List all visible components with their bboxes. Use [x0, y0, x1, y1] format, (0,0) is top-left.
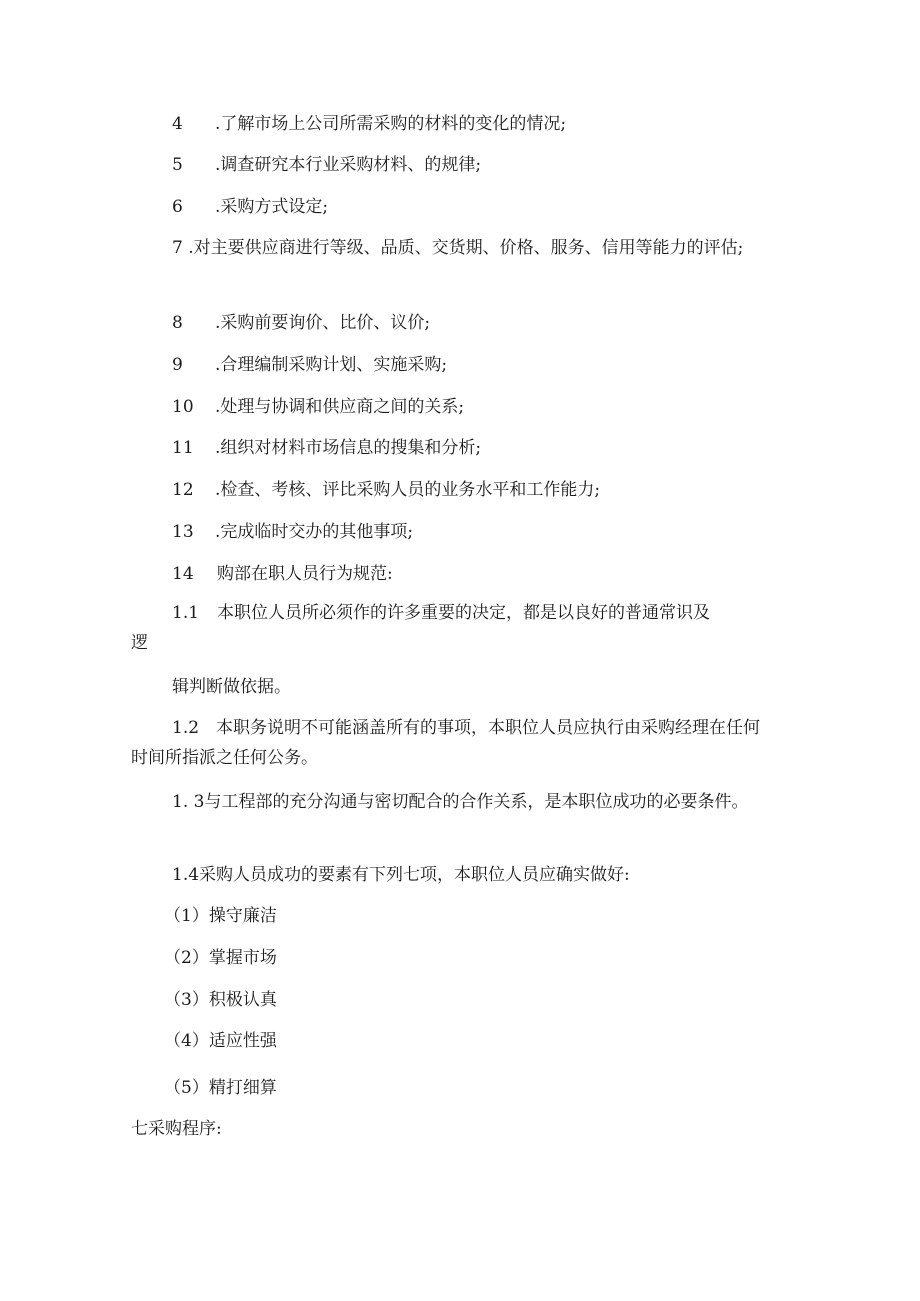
success-element: （1）操守廉洁	[164, 906, 277, 926]
duty-item-wrapped	[131, 233, 761, 263]
duty-text: .调查研究本行业采购材料、的规律;	[215, 155, 482, 175]
section-heading: 七采购程序:	[131, 1119, 222, 1139]
duty-item	[172, 196, 328, 218]
success-element: （2）掌握市场	[164, 948, 277, 968]
norm-text: 本职位人员所必须作的许多重要的决定，都是以良好的普通常识及	[217, 603, 710, 623]
duty-number: 12	[172, 480, 194, 500]
duty-number: 6	[172, 197, 183, 217]
duty-text: 购部在职人员行为规范:	[217, 564, 393, 584]
norm-1-1	[172, 602, 710, 624]
duty-number: 4	[172, 114, 183, 134]
duty-text: .了解市场上公司所需采购的材料的变化的情况;	[215, 114, 567, 134]
norm-1-1-continuation: 逻	[131, 633, 148, 653]
duty-number: 9	[172, 355, 183, 375]
duty-text: .组织对材料市场信息的搜集和分析;	[215, 438, 482, 458]
duty-number: 7	[172, 238, 183, 258]
success-element: （3）积极认真	[164, 990, 277, 1010]
duty-text: .检查、考核、评比采购人员的业务水平和工作能力;	[215, 480, 601, 500]
norm-1-3: 1. 3与工程部的充分沟通与密切配合的合作关系，是本职位成功的必要条件。	[172, 792, 749, 812]
duty-item	[172, 154, 481, 176]
duty-item	[172, 396, 464, 418]
duty-text: .对主要供应商进行等级、品质、交货期、价格、服务、信用等能力的评估;	[188, 238, 744, 258]
success-element: （4）适应性强	[164, 1031, 277, 1051]
norm-number: 1.1	[172, 603, 200, 623]
norm-1-1-continuation: 辑判断做依据。	[172, 677, 291, 697]
duty-item	[172, 521, 413, 543]
duty-item	[172, 113, 566, 135]
duty-text: .处理与协调和供应商之间的关系;	[215, 397, 465, 417]
duty-number: 10	[172, 397, 194, 417]
duty-item	[172, 479, 600, 501]
duty-item	[172, 354, 447, 376]
duty-text: .采购方式设定;	[215, 197, 329, 217]
success-element: （5）精打细算	[164, 1078, 277, 1098]
duty-number: 8	[172, 313, 183, 333]
duty-text: .合理编制采购计划、实施采购;	[215, 355, 448, 375]
duty-number: 11	[172, 438, 194, 458]
norm-1-4: 1.4采购人员成功的要素有下列七项，本职位人员应确实做好:	[172, 865, 630, 885]
duty-item	[172, 563, 393, 585]
duty-text: .采购前要询价、比价、议价;	[215, 313, 431, 333]
duty-number: 14	[172, 564, 194, 584]
duty-item	[172, 312, 430, 334]
duty-number: 13	[172, 522, 194, 542]
duty-text: .完成临时交办的其他事项;	[215, 522, 414, 542]
duty-item	[172, 437, 481, 459]
duty-number: 5	[172, 155, 183, 175]
norm-1-2: 1.2 本职务说明不可能涵盖所有的事项，本职位人员应执行由采购经理在任何时间所指派之任何公务。	[131, 718, 761, 768]
